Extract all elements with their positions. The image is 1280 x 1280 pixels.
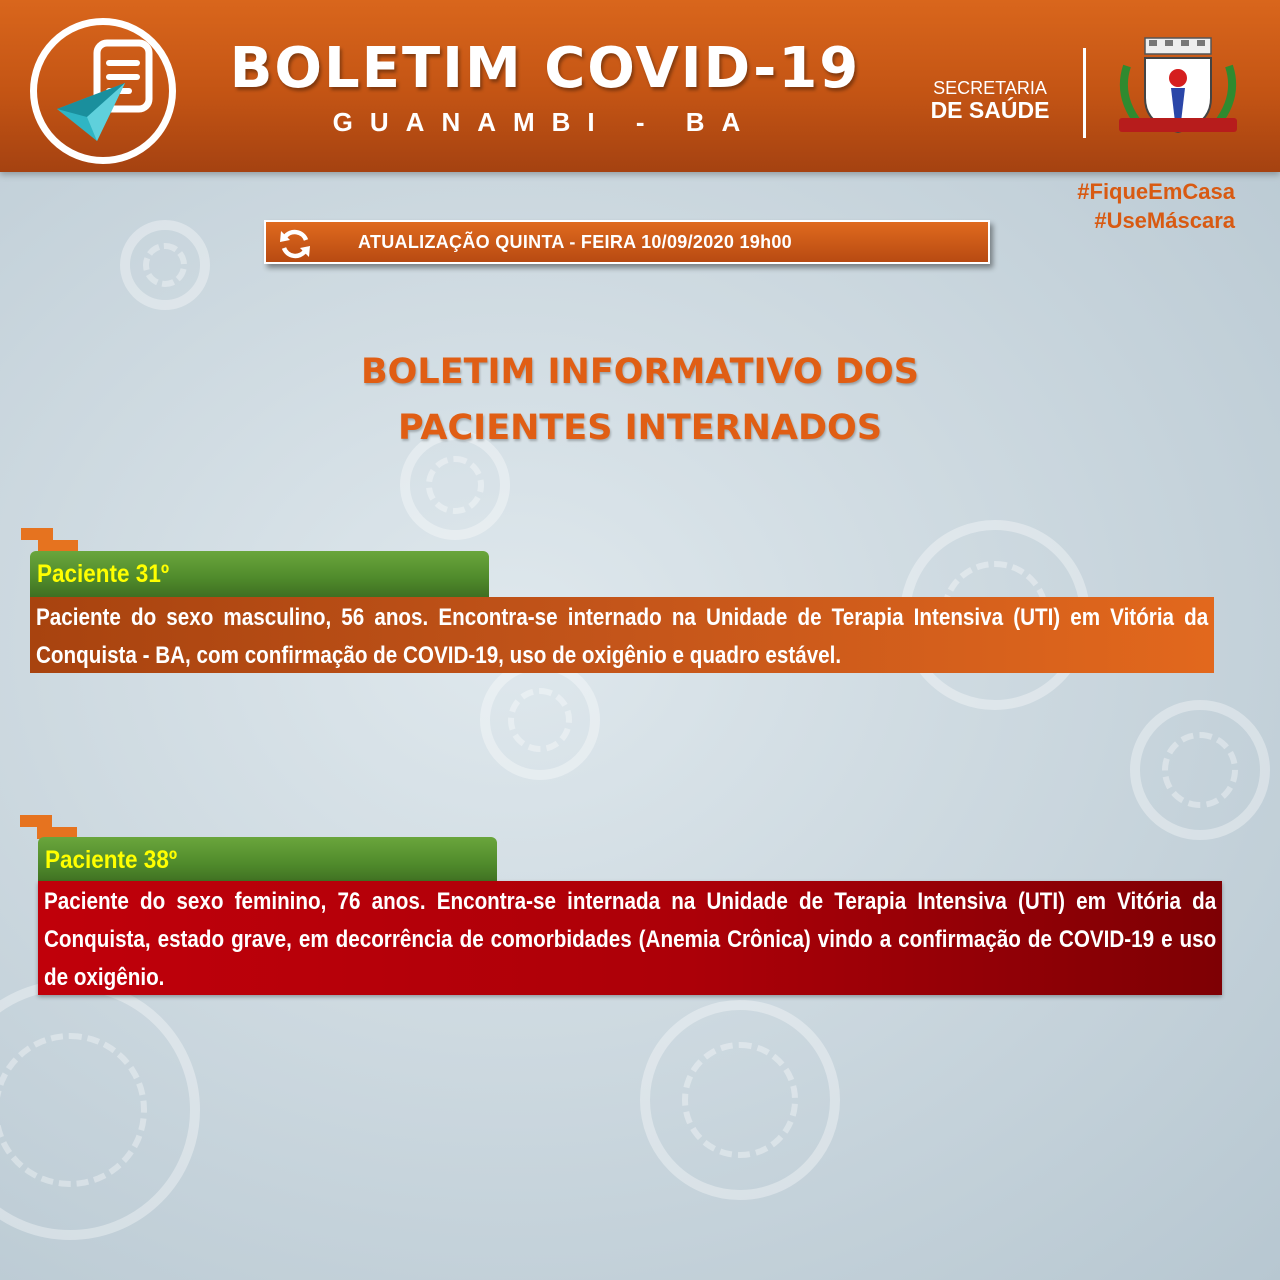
patient-label bbox=[30, 551, 489, 597]
page-subtitle: GUANAMBI - BA bbox=[332, 107, 758, 137]
background-virus-decoration bbox=[480, 660, 600, 780]
header-banner bbox=[0, 0, 1280, 172]
background-virus-decoration bbox=[0, 980, 200, 1240]
tab-decoration bbox=[21, 528, 53, 540]
guanambi-coat-of-arms-icon bbox=[1115, 36, 1241, 136]
secretaria-label: SECRETARIA bbox=[933, 78, 1047, 98]
patient-description-box bbox=[30, 597, 1214, 673]
header-divider bbox=[1083, 48, 1086, 138]
logo-circle bbox=[30, 18, 176, 164]
background-virus-decoration bbox=[640, 1000, 840, 1200]
hashtag-fique-em-casa: #FiqueEmCasa bbox=[1077, 179, 1235, 204]
page-title: BOLETIM COVID-19 bbox=[229, 36, 861, 101]
patient-description-box bbox=[38, 881, 1222, 995]
background-virus-decoration bbox=[120, 220, 210, 310]
tab-decoration bbox=[20, 815, 52, 827]
refresh-icon bbox=[277, 226, 313, 262]
bulletin-heading-line1: BOLETIM INFORMATIVO DOS bbox=[360, 352, 919, 392]
hashtag-use-mascara: #UseMáscara bbox=[1094, 208, 1235, 233]
patient-label-text: Paciente 38º bbox=[45, 846, 178, 874]
update-banner bbox=[264, 220, 990, 264]
update-datetime-text: ATUALIZAÇÃO QUINTA - FEIRA 10/09/2020 19h00 bbox=[358, 232, 792, 252]
patient-label bbox=[38, 837, 497, 883]
de-saude-label: DE SAÚDE bbox=[930, 97, 1050, 123]
patient-description-text: Paciente do sexo feminino, 76 anos. Encontra-se internada na Unidade de Terapia Intensiva (UTI) em Vitória da Conquista, estado grave, em decorrência de comorbidades (Anemia Crônica) vindo a confirmação de COVID-19 e uso de oxigênio. bbox=[44, 888, 1217, 991]
patient-label-text: Paciente 31º bbox=[37, 560, 170, 588]
patient-description-text: Paciente do sexo masculino, 56 anos. Encontra-se internado na Unidade de Terapia Intensiva (UTI) em Vitória da Conquista - BA, com confirmação de COVID-19, uso de oxigênio e quadro estável. bbox=[36, 604, 1209, 669]
bulletin-heading-line2: PACIENTES INTERNADOS bbox=[397, 408, 883, 448]
hashtags bbox=[1077, 177, 1235, 235]
bulletin-heading bbox=[240, 344, 1040, 456]
document-paper-plane-icon bbox=[49, 35, 161, 147]
background-virus-decoration bbox=[1130, 700, 1270, 840]
